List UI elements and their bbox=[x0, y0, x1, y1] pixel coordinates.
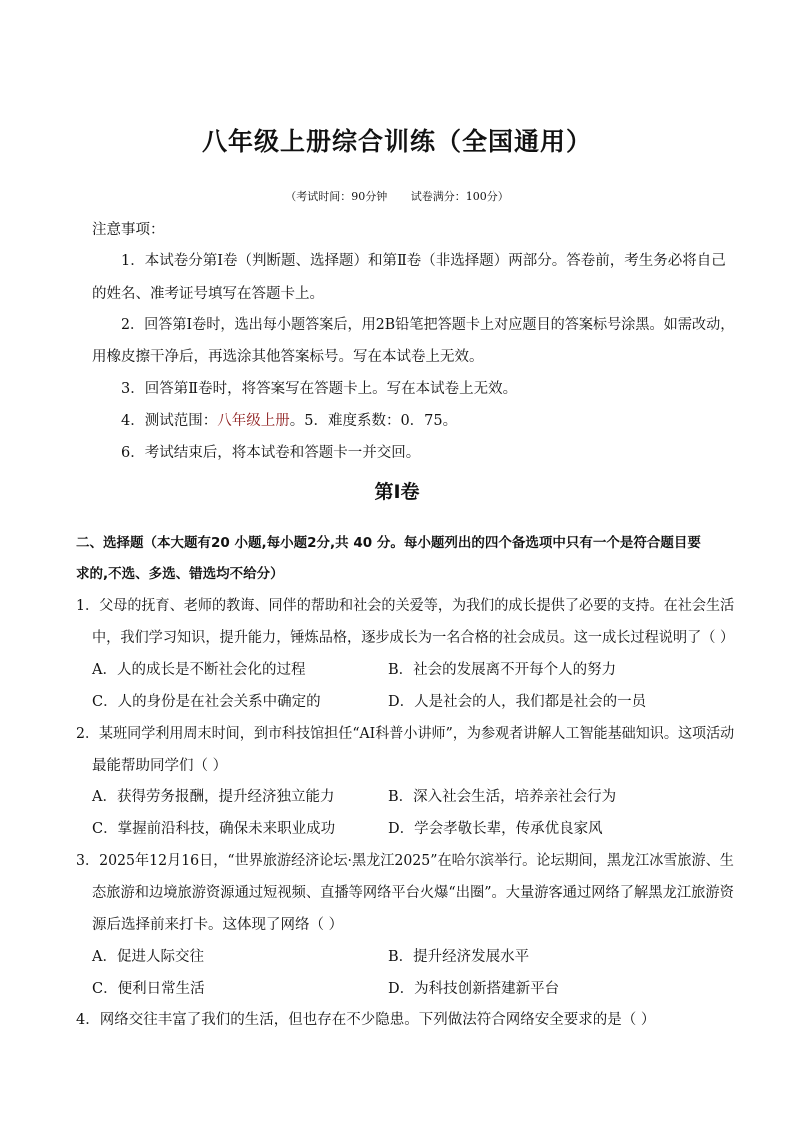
notes-heading: 注意事项： bbox=[92, 222, 165, 238]
q1-option-d: D．人是社会的人，我们都是社会的一员 bbox=[388, 694, 647, 710]
note-3: 3．回答第Ⅱ卷时，将答案写在答题卡上。写在本试卷上无效。 bbox=[121, 381, 518, 397]
question-3: 3．2025年12月16日，“世界旅游经济论坛·黑龙江2025”在哈尔滨举行。论坛期间，黑龙江冰雪旅游、生 bbox=[76, 853, 734, 869]
note-1-cont: 的姓名、准考证号填写在答题卡上。 bbox=[92, 286, 324, 302]
q2-option-b: B．深入社会生活，培养亲社会行为 bbox=[388, 789, 617, 805]
q3-option-c: C．便利日常生活 bbox=[92, 981, 205, 997]
question-2-cont: 最能帮助同学们（ ） bbox=[92, 758, 228, 774]
section-title: 第Ⅰ卷 bbox=[374, 481, 420, 503]
q3-option-d: D．为科技创新搭建新平台 bbox=[388, 981, 560, 997]
question-1-cont: 中，我们学习知识，提升能力，锤炼品格，逐步成长为一名合格的社会成员。这一成长过程说明了（ ） bbox=[92, 630, 735, 646]
q1-option-c: C．人的身份是在社会关系中确定的 bbox=[92, 694, 321, 710]
part2-heading-cont: 求的,不选、多选、错选均不给分） bbox=[76, 566, 284, 582]
q2-option-c: C．掌握前沿科技，确保未来职业成功 bbox=[92, 821, 336, 837]
note-2: 2．回答第Ⅰ卷时，选出每小题答案后，用2B铅笔把答题卡上对应题目的答案标号涂黑。如需改动， bbox=[121, 317, 735, 333]
question-2: 2．某班同学利用周末时间，到市科技馆担任“AI科普小讲师”，为参观者讲解人工智能基础知识。这项活动 bbox=[76, 726, 735, 742]
note-4 bbox=[121, 409, 457, 430]
note-2-cont: 用橡皮擦干净后，再选涂其他答案标号。写在本试卷上无效。 bbox=[92, 349, 484, 365]
note-4-prefix: 4．测试范围： bbox=[121, 413, 218, 429]
question-1: 1．父母的抚育、老师的教诲、同伴的帮助和社会的关爱等，为我们的成长提供了必要的支持。在社会生活 bbox=[76, 598, 735, 614]
q3-option-b: B．提升经济发展水平 bbox=[388, 949, 530, 965]
q1-option-b: B．社会的发展离不开每个人的努力 bbox=[388, 662, 617, 678]
exam-score: 试卷满分：100分） bbox=[410, 190, 509, 203]
question-3-cont: 态旅游和边境旅游资源通过短视频、直播等网络平台火爆“出圈”。大量游客通过网络了解黑龙江旅游资 bbox=[92, 885, 734, 901]
page-title: 八年级上册综合训练（全国通用） bbox=[201, 127, 592, 156]
test-range: 八年级上册 bbox=[217, 413, 290, 429]
note-1: 1．本试卷分第Ⅰ卷（判断题、选择题）和第Ⅱ卷（非选择题）两部分。答卷前，考生务必将自己 bbox=[121, 253, 726, 269]
q1-option-a: A．人的成长是不断社会化的过程 bbox=[92, 662, 306, 678]
note-4-suffix: 。5．难度系数：0．75。 bbox=[289, 413, 458, 429]
exam-info bbox=[0, 188, 794, 204]
q3-option-a: A．促进人际交往 bbox=[92, 949, 204, 965]
exam-time: （考试时间：90分钟 bbox=[285, 190, 388, 203]
question-3-cont2: 源后选择前来打卡。这体现了网络（ ） bbox=[92, 917, 344, 933]
note-6: 6．考试结束后，将本试卷和答题卡一并交回。 bbox=[121, 445, 421, 461]
q2-option-a: A．获得劳务报酬，提升经济独立能力 bbox=[92, 789, 335, 805]
q2-option-d: D．学会孝敬长辈，传承优良家风 bbox=[388, 821, 603, 837]
part2-heading: 二、选择题（本大题有20 小题,每小题2分,共 40 分。每小题列出的四个备选项中只有一个是符合题目要 bbox=[76, 535, 701, 551]
question-4: 4．网络交往丰富了我们的生活，但也存在不少隐患。下列做法符合网络安全要求的是（ ） bbox=[76, 1012, 656, 1028]
